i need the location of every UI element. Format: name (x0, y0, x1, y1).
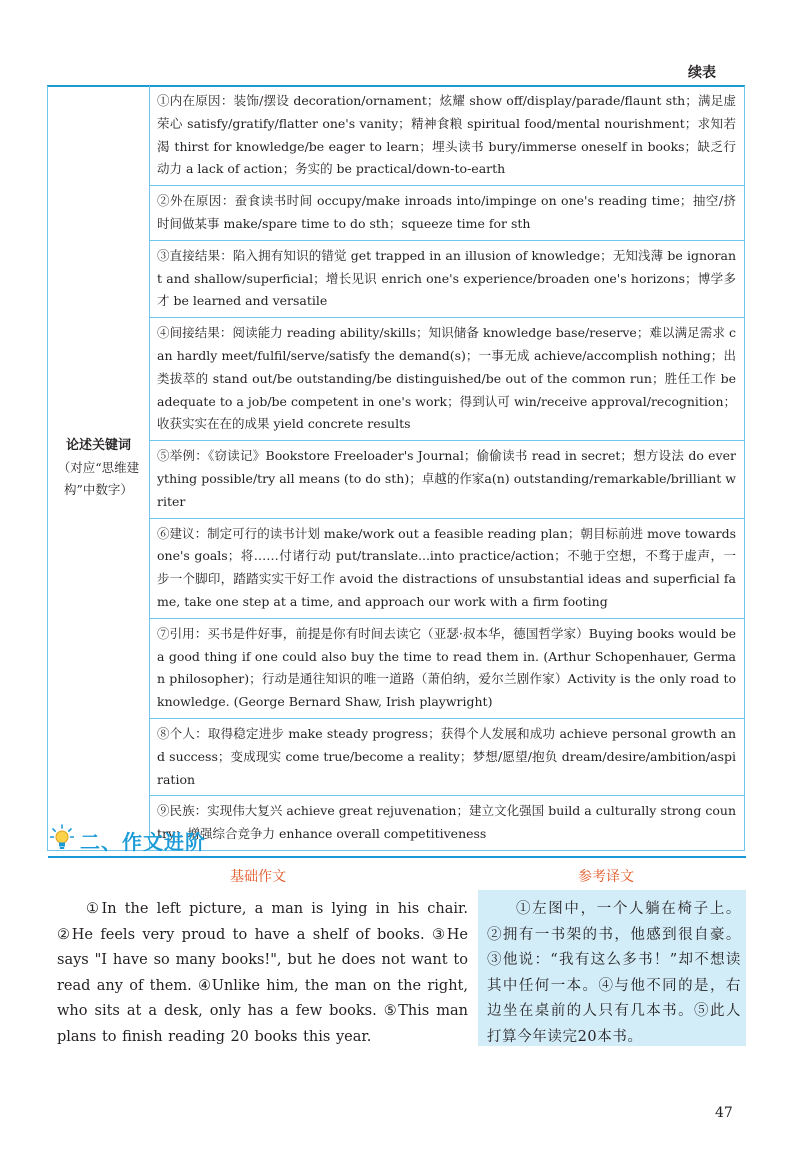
keyword-item-6: ⑥建议：制定可行的读书计划 make/work out a feasible reading plan；朝目标前进 move towards one's goals；将……付诸行动 put/translate...into practice/action；不驰于空想，不骛于虚声，一步一个脚印，踏踏实实干好工作 avoid the distractions of unsubstantial ideas and superficial fame, take one step at a time, and approach our work with a firm footing (150, 518, 745, 618)
basic-essay-heading: 基础作文 (230, 869, 286, 885)
table-row (48, 618, 745, 718)
table-row (48, 240, 745, 317)
keywords-label-title: 论述关键词 (65, 438, 131, 454)
keyword-item-1: ①内在原因：装饰/摆设 decoration/ornament；炫耀 show off/display/parade/flaunt sth；满足虚荣心 satisfy/gratify/flatter one's vanity；精神食粮 spiritual food/mental nourishment；求知若渴 thirst for knowledge/be eager to learn；埋头读书 bury/immerse oneself in books；缺乏行动力 a lack of action；务实的 be practical/down-to-earth (150, 86, 745, 186)
keyword-item-9: ⑨民族：实现伟大复兴 achieve great rejuvenation；建立文化强国 build a culturally strong country；增强综合竞争力 enhance overall competitiveness (150, 796, 745, 851)
page-number: 47 (715, 1105, 733, 1121)
table-row (48, 441, 745, 518)
keyword-item-2: ②外在原因：蚕食读书时间 occupy/make inroads into/impinge on one's reading time；抽空/挤时间做某事 make/spare time to do sth；squeeze time for sth (150, 186, 745, 241)
section-heading (48, 820, 746, 858)
lightbulb-icon (50, 824, 74, 852)
keyword-item-5: ⑤举例：《窃读记》Bookstore Freeloader's Journal；偷偷读书 read in secret；想方设法 do everything possible/try all means (to do sth)；卓越的作家a(n) outstanding/remarkable/brilliant writer (150, 441, 745, 518)
keyword-item-4: ④间接结果：阅读能力 reading ability/skills；知识储备 knowledge base/reserve；难以满足需求 can hardly meet/fulfil/serve/satisfy the demand(s)；一事无成 achieve/accomplish nothing；出类拔萃的 stand out/be outstanding/be distinguished/be out of the common run；胜任工作 be adequate to a job/be competent in one's work；得到认可 win/receive approval/recognition；收获实实在在的成果 yield concrete results (150, 318, 745, 441)
table-row (48, 318, 745, 441)
keywords-table (47, 86, 745, 851)
translation-text: ①左图中，一个人躺在椅子上。②拥有一书架的书，他感到很自豪。③他说：“我有这么多书！”却不想读其中任何一本。④与他不同的是，右边坐在桌前的人只有几本书。⑤此人打算今年读完20本书。 (487, 901, 741, 1045)
table-row (48, 186, 745, 241)
basic-essay-text: ①In the left picture, a man is lying in his chair. ②He feels very proud to have a shelf of books. ③He says "I have so many books!", but he does not want to read any of them. ④Unlike him, the man on the right, who sits at a desk, only has a few books. ⑤This man plans to finish reading 20 books this year. (57, 901, 468, 1045)
keywords-label-cell (48, 86, 150, 850)
translation-heading: 参考译文 (578, 869, 634, 885)
table-row (48, 718, 745, 795)
section-title: 二、作文进阶 (80, 830, 206, 854)
table-row (48, 86, 745, 186)
keyword-item-7: ⑦引用：买书是件好事，前提是你有时间去读它（亚瑟·叔本华，德国哲学家）Buying books would be a good thing if one could also buy the time to read them in. (Arthur Schopenhauer, German philosopher)；行动是通往知识的唯一道路（萧伯纳，爱尔兰剧作家）Activity is the only road to knowledge. (George Bernard Shaw, Irish playwright) (150, 618, 745, 718)
keyword-item-8: ⑧个人：取得稳定进步 make steady progress；获得个人发展和成功 achieve personal growth and success；变成现实 come true/become a reality；梦想/愿望/抱负 dream/desire/ambition/aspiration (150, 718, 745, 795)
continued-label: 续表 (688, 65, 716, 81)
keywords-label-subtitle: （对应“思维建构”中数字） (57, 460, 140, 498)
keyword-item-3: ③直接结果：陷入拥有知识的错觉 get trapped in an illusion of knowledge；无知浅薄 be ignorant and shallow/superficial；增长见识 enrich one's experience/broaden one's horizons；博学多才 be learned and versatile (150, 240, 745, 317)
table-row (48, 518, 745, 618)
